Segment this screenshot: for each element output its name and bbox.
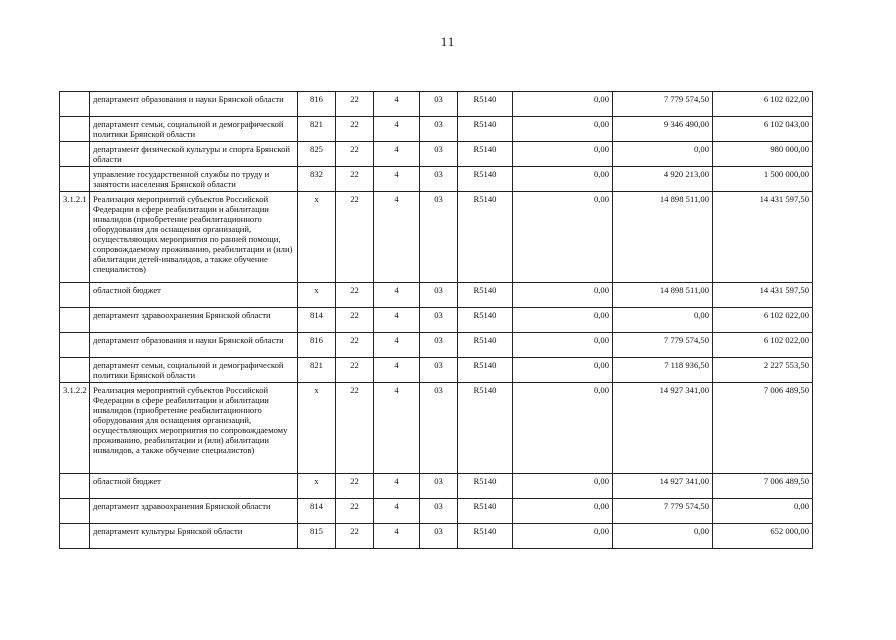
subsection-code-cell: 4 bbox=[374, 383, 420, 474]
subsection-code-cell: 4 bbox=[374, 358, 420, 383]
row-number-cell bbox=[60, 524, 90, 549]
program-code-cell: 03 bbox=[420, 524, 458, 549]
section-code-cell: 22 bbox=[336, 167, 374, 192]
section-code-cell: 22 bbox=[336, 308, 374, 333]
grbs-code-cell: 816 bbox=[298, 333, 336, 358]
program-code-cell: 03 bbox=[420, 142, 458, 167]
program-code-cell: 03 bbox=[420, 333, 458, 358]
amount-year1-cell: 0,00 bbox=[513, 358, 613, 383]
table-row bbox=[60, 117, 813, 142]
table-row bbox=[60, 474, 813, 499]
name-cell: департамент здравоохранения Брянской области bbox=[90, 308, 298, 333]
section-code-cell: 22 bbox=[336, 358, 374, 383]
section-code-cell: 22 bbox=[336, 383, 374, 474]
name-cell: департамент здравоохранения Брянской области bbox=[90, 499, 298, 524]
subsection-code-cell: 4 bbox=[374, 167, 420, 192]
target-code-cell: R5140 bbox=[458, 524, 513, 549]
amount-year2-cell: 0,00 bbox=[613, 142, 713, 167]
target-code-cell: R5140 bbox=[458, 92, 513, 117]
subsection-code-cell: 4 bbox=[374, 117, 420, 142]
grbs-code-cell: 815 bbox=[298, 524, 336, 549]
subsection-code-cell: 4 bbox=[374, 524, 420, 549]
amount-year1-cell: 0,00 bbox=[513, 167, 613, 192]
target-code-cell: R5140 bbox=[458, 474, 513, 499]
subsection-code-cell: 4 bbox=[374, 192, 420, 283]
target-code-cell: R5140 bbox=[458, 499, 513, 524]
grbs-code-cell: 821 bbox=[298, 117, 336, 142]
amount-year1-cell: 0,00 bbox=[513, 142, 613, 167]
program-code-cell: 03 bbox=[420, 92, 458, 117]
section-code-cell: 22 bbox=[336, 524, 374, 549]
page-number: 11 bbox=[440, 34, 456, 49]
amount-year3-cell: 2 227 553,50 bbox=[713, 358, 813, 383]
target-code-cell: R5140 bbox=[458, 117, 513, 142]
grbs-code-cell: х bbox=[298, 383, 336, 474]
row-number-cell: 3.1.2.1 bbox=[60, 192, 90, 283]
grbs-code-cell: 832 bbox=[298, 167, 336, 192]
amount-year1-cell: 0,00 bbox=[513, 92, 613, 117]
amount-year3-cell: 7 006 489,50 bbox=[713, 474, 813, 499]
row-number-cell bbox=[60, 499, 90, 524]
name-cell: областной бюджет bbox=[90, 474, 298, 499]
amount-year3-cell: 6 102 022,00 bbox=[713, 333, 813, 358]
table-row bbox=[60, 333, 813, 358]
amount-year2-cell: 14 927 341,00 bbox=[613, 383, 713, 474]
amount-year1-cell: 0,00 bbox=[513, 192, 613, 283]
table-row bbox=[60, 308, 813, 333]
section-code-cell: 22 bbox=[336, 333, 374, 358]
section-code-cell: 22 bbox=[336, 142, 374, 167]
target-code-cell: R5140 bbox=[458, 308, 513, 333]
amount-year3-cell: 1 500 000,00 bbox=[713, 167, 813, 192]
name-cell: департамент образования и науки Брянской области bbox=[90, 333, 298, 358]
amount-year1-cell: 0,00 bbox=[513, 283, 613, 308]
subsection-code-cell: 4 bbox=[374, 142, 420, 167]
table-row bbox=[60, 283, 813, 308]
amount-year3-cell: 6 102 022,00 bbox=[713, 92, 813, 117]
budget-table bbox=[59, 91, 813, 549]
subsection-code-cell: 4 bbox=[374, 499, 420, 524]
amount-year1-cell: 0,00 bbox=[513, 333, 613, 358]
section-code-cell: 22 bbox=[336, 499, 374, 524]
name-cell: департамент семьи, социальной и демографической политики Брянской области bbox=[90, 117, 298, 142]
row-number-cell bbox=[60, 283, 90, 308]
amount-year2-cell: 9 346 490,00 bbox=[613, 117, 713, 142]
amount-year2-cell: 14 927 341,00 bbox=[613, 474, 713, 499]
grbs-code-cell: 814 bbox=[298, 499, 336, 524]
section-code-cell: 22 bbox=[336, 92, 374, 117]
row-number-cell bbox=[60, 167, 90, 192]
program-code-cell: 03 bbox=[420, 167, 458, 192]
amount-year2-cell: 14 898 511,00 bbox=[613, 192, 713, 283]
grbs-code-cell: 814 bbox=[298, 308, 336, 333]
table-row bbox=[60, 383, 813, 474]
name-cell: департамент образования и науки Брянской области bbox=[90, 92, 298, 117]
amount-year2-cell: 4 920 213,00 bbox=[613, 167, 713, 192]
amount-year2-cell: 0,00 bbox=[613, 524, 713, 549]
row-number-cell bbox=[60, 142, 90, 167]
program-code-cell: 03 bbox=[420, 308, 458, 333]
target-code-cell: R5140 bbox=[458, 333, 513, 358]
row-number-cell bbox=[60, 117, 90, 142]
grbs-code-cell: х bbox=[298, 192, 336, 283]
name-cell: Реализация мероприятий субъектов Российской Федерации в сфере реабилитации и абилитации инвалидов (приобретение реабилитационного оборудования для оснащения организаций, осуществляющих мероприятия по ранней помощи, сопровождаемому проживанию, реабилитации и (или) абилитации детей-инвалидов, а также обучение специалистов) bbox=[90, 192, 298, 283]
row-number-cell bbox=[60, 92, 90, 117]
program-code-cell: 03 bbox=[420, 383, 458, 474]
target-code-cell: R5140 bbox=[458, 383, 513, 474]
table-row bbox=[60, 358, 813, 383]
row-number-cell bbox=[60, 308, 90, 333]
amount-year3-cell: 7 006 489,50 bbox=[713, 383, 813, 474]
amount-year3-cell: 0,00 bbox=[713, 499, 813, 524]
row-number-cell bbox=[60, 333, 90, 358]
amount-year2-cell: 14 898 511,00 bbox=[613, 283, 713, 308]
program-code-cell: 03 bbox=[420, 474, 458, 499]
amount-year1-cell: 0,00 bbox=[513, 117, 613, 142]
section-code-cell: 22 bbox=[336, 192, 374, 283]
name-cell: департамент культуры Брянской области bbox=[90, 524, 298, 549]
amount-year3-cell: 6 102 022,00 bbox=[713, 308, 813, 333]
amount-year2-cell: 7 779 574,50 bbox=[613, 92, 713, 117]
name-cell: управление государственной службы по труду и занятости населения Брянской области bbox=[90, 167, 298, 192]
amount-year1-cell: 0,00 bbox=[513, 308, 613, 333]
subsection-code-cell: 4 bbox=[374, 333, 420, 358]
table-row bbox=[60, 524, 813, 549]
target-code-cell: R5140 bbox=[458, 192, 513, 283]
amount-year1-cell: 0,00 bbox=[513, 474, 613, 499]
subsection-code-cell: 4 bbox=[374, 474, 420, 499]
amount-year2-cell: 0,00 bbox=[613, 308, 713, 333]
row-number-cell bbox=[60, 474, 90, 499]
program-code-cell: 03 bbox=[420, 499, 458, 524]
subsection-code-cell: 4 bbox=[374, 283, 420, 308]
name-cell: Реализация мероприятий субъектов Российской Федерации в сфере реабилитации и абилитации инвалидов (приобретение реабилитационного оборудования для оснащения организаций, осуществляющих мероприятия по сопровождаемому проживанию, реабилитации и (или) абилитации инвалидов, а также обучение специалистов) bbox=[90, 383, 298, 474]
section-code-cell: 22 bbox=[336, 474, 374, 499]
section-code-cell: 22 bbox=[336, 283, 374, 308]
amount-year3-cell: 14 431 597,50 bbox=[713, 283, 813, 308]
target-code-cell: R5140 bbox=[458, 283, 513, 308]
amount-year2-cell: 7 118 936,50 bbox=[613, 358, 713, 383]
program-code-cell: 03 bbox=[420, 283, 458, 308]
amount-year2-cell: 7 779 574,50 bbox=[613, 499, 713, 524]
table-row bbox=[60, 142, 813, 167]
amount-year2-cell: 7 779 574,50 bbox=[613, 333, 713, 358]
target-code-cell: R5140 bbox=[458, 142, 513, 167]
amount-year1-cell: 0,00 bbox=[513, 499, 613, 524]
program-code-cell: 03 bbox=[420, 117, 458, 142]
table-row bbox=[60, 192, 813, 283]
amount-year3-cell: 6 102 043,00 bbox=[713, 117, 813, 142]
amount-year3-cell: 980 000,00 bbox=[713, 142, 813, 167]
amount-year3-cell: 652 000,00 bbox=[713, 524, 813, 549]
table-row bbox=[60, 167, 813, 192]
grbs-code-cell: 816 bbox=[298, 92, 336, 117]
grbs-code-cell: х bbox=[298, 474, 336, 499]
amount-year1-cell: 0,00 bbox=[513, 383, 613, 474]
row-number-cell bbox=[60, 358, 90, 383]
section-code-cell: 22 bbox=[336, 117, 374, 142]
program-code-cell: 03 bbox=[420, 192, 458, 283]
target-code-cell: R5140 bbox=[458, 358, 513, 383]
subsection-code-cell: 4 bbox=[374, 92, 420, 117]
grbs-code-cell: х bbox=[298, 283, 336, 308]
amount-year3-cell: 14 431 597,50 bbox=[713, 192, 813, 283]
grbs-code-cell: 821 bbox=[298, 358, 336, 383]
table-row bbox=[60, 499, 813, 524]
name-cell: департамент физической культуры и спорта Брянской области bbox=[90, 142, 298, 167]
row-number-cell: 3.1.2.2 bbox=[60, 383, 90, 474]
program-code-cell: 03 bbox=[420, 358, 458, 383]
name-cell: областной бюджет bbox=[90, 283, 298, 308]
target-code-cell: R5140 bbox=[458, 167, 513, 192]
name-cell: департамент семьи, социальной и демографической политики Брянской области bbox=[90, 358, 298, 383]
grbs-code-cell: 825 bbox=[298, 142, 336, 167]
table-row bbox=[60, 92, 813, 117]
amount-year1-cell: 0,00 bbox=[513, 524, 613, 549]
subsection-code-cell: 4 bbox=[374, 308, 420, 333]
